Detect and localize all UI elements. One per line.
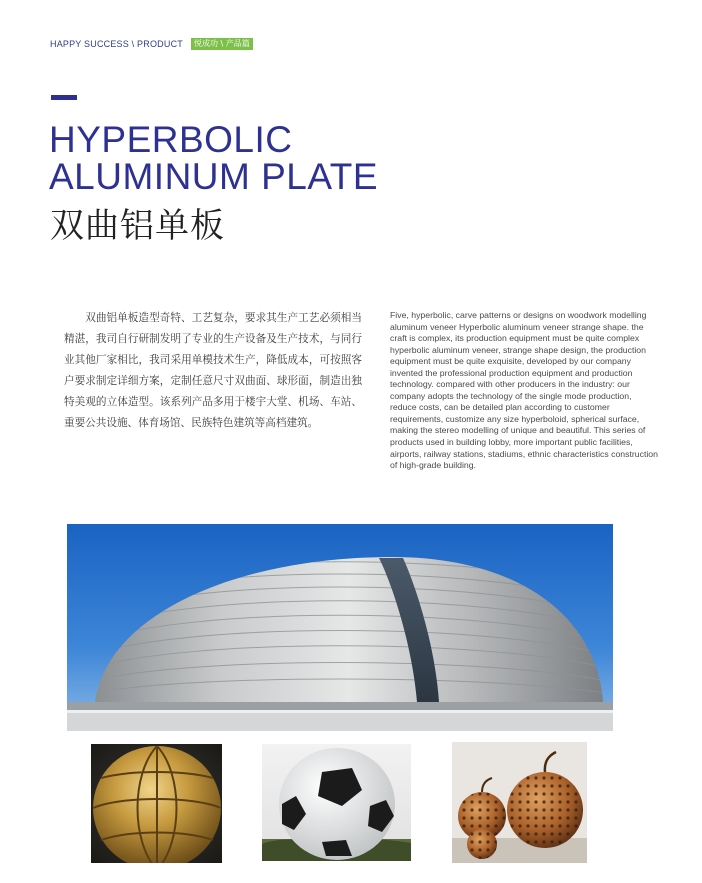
section-header	[50, 38, 253, 50]
football-sphere-photo	[262, 744, 411, 861]
title-line-1: HYPERBOLIC	[49, 119, 293, 160]
page-title-cn: 双曲铝单板	[50, 206, 225, 246]
gold-sphere-photo	[91, 744, 222, 863]
title-line-2: ALUMINUM PLATE	[49, 156, 379, 197]
carved-sphere-photo	[452, 742, 587, 863]
dome-building-photo	[67, 524, 613, 731]
description-cn: 双曲铝单板造型奇特、工艺复杂，要求其生产工艺必须相当精湛，我司自行研制发明了专业的生产设备及生产技术，与同行业其他厂家相比，我司采用单模技术生产，降低成本，可按照客户要求制定详细方案，定制任意尺寸双曲面、球形面，制造出独特美观的立体造型。该系列产品多用于楼宇大堂、机场、车站、重要公共设施、体育场馆、民族特色建筑等高档建筑。	[64, 312, 362, 429]
page-title-en	[49, 121, 378, 195]
accent-bar	[51, 95, 77, 100]
section-label-cn: 悦成功 \ 产品篇	[191, 38, 253, 50]
description-en: Five, hyperbolic, carve patterns or designs on woodwork modelling aluminum veneer Hyperbolic aluminum veneer strange shape. the craft is complex, its production equipment must be quite complex hyperbolic aluminum veneer, strange shape design, the production equipment must be quite exquisite, developed by our company invented the professional production equipment and production technology. compared with other producers in the industry: our company adopts the technology of the single mode production, reduce costs, can be detailed plan according to customer requirements, customize any size hyperboloid, spherical surface, making the stereo modelling of unique and beautiful. This series of products used in building lobby, more important public facilities, airports, railway stations, stadiums, ethnic characteristics construction of high-grade building.	[390, 310, 658, 471]
section-label-en: HAPPY SUCCESS \ PRODUCT	[50, 39, 183, 49]
